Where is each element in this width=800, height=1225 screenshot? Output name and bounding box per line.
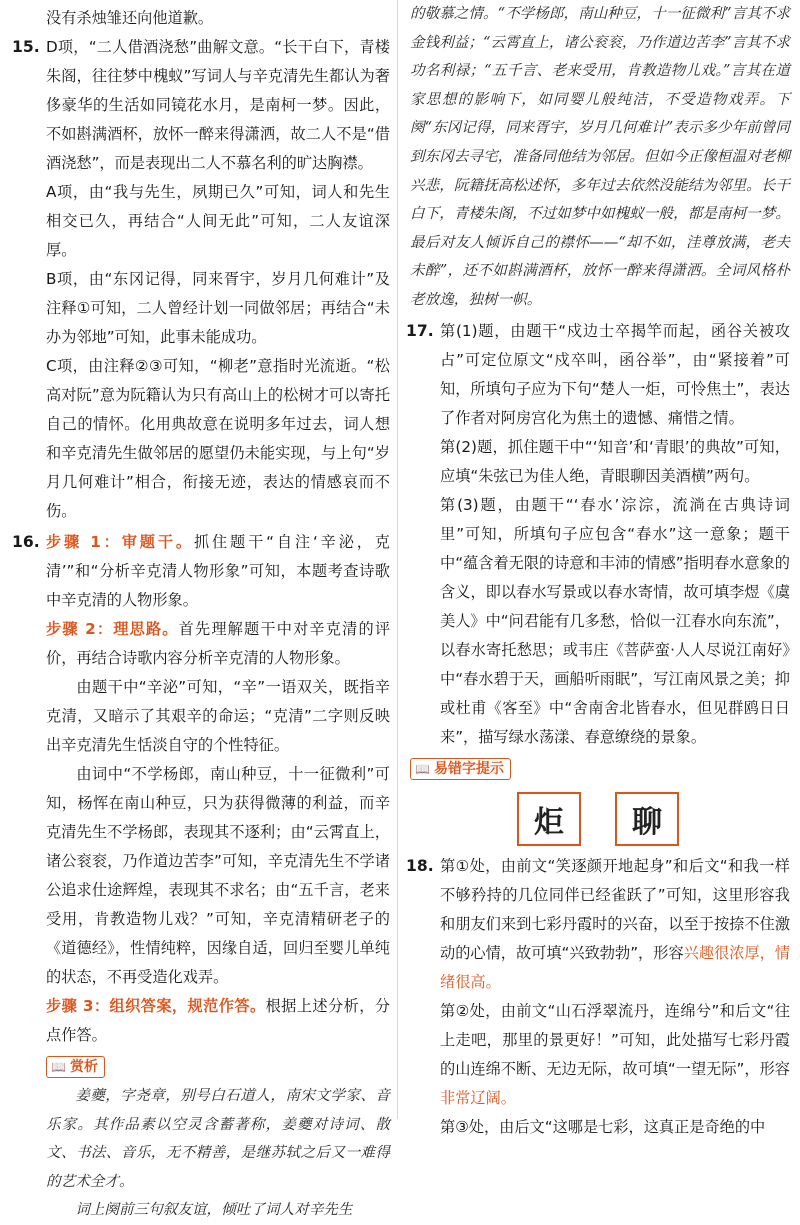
left-column xyxy=(12,0,390,1225)
q18-part-1-meaning: 兴趣很浓厚，情绪很高。 xyxy=(440,943,791,991)
typo-char-box: 炬 xyxy=(517,792,581,846)
q18-part-1 xyxy=(440,852,790,997)
right-column xyxy=(406,0,790,1142)
appreciation-text-2: 词上阕前三句叙友谊，倾吐了词人对辛先生 xyxy=(75,1201,353,1219)
typo-characters xyxy=(406,792,790,846)
question-number: 18. xyxy=(406,856,434,875)
question-15 xyxy=(12,33,390,526)
q16-step-1 xyxy=(46,528,390,615)
q15-option-a: A项，由“我与先生，夙期已久”可知，词人和先生相交已久，再结合“人间无此”可知，二人友谊深厚。 xyxy=(46,183,390,259)
question-16 xyxy=(12,528,390,1225)
question-number: 15. xyxy=(12,38,40,56)
book-icon: 📖 xyxy=(51,1060,66,1074)
typo-char-box: 聊 xyxy=(615,792,679,846)
q18-part-1-text: 第①处，由前文“笑逐颜开地起身”和后文“和我一样不够矜持的几位同伴已经雀跃了”可知，这里形容我和朋友们来到七彩丹霞时的兴奋，以至于按捺不住激动的心情，故可填“兴致勃勃”，形容 xyxy=(440,856,790,962)
step-1-label: 步骤 1：审题干。 xyxy=(46,533,194,551)
q15-option-b: B项，由“东冈记得，同来胥宇，岁月几何难计”及注释①可知，二人曾经计划一同做邻居；再结合“未办为邻地”可知，此事未能成功。 xyxy=(46,270,390,346)
q18-part-2-meaning: 非常辽阔。 xyxy=(440,1088,516,1107)
q15-option-c: C项，由注释②③可知，“柳老”意指时光流逝。“松高对阮”意为阮籍认为只有高山上的松树才可以寄托自己的情怀。化用典故意在说明多年过去，词人想和辛克清先生做邻居的愿望仍未能实现，与上句“岁月几何难计”相合，衔接无迹，表达的情感哀而不伤。 xyxy=(46,357,390,520)
q18-part-2 xyxy=(440,997,790,1113)
q16-step-3 xyxy=(46,992,390,1050)
appreciation-tag-label: 赏析 xyxy=(69,1059,98,1075)
book-icon: 📖 xyxy=(415,761,430,776)
step-2-text: 首先理解题干中对辛克清的评价，再结合诗歌内容分析辛克清的人物形象。 xyxy=(46,620,391,667)
appreciation-continued: 的敬慕之情。“不学杨郎，南山种豆，十一征微利”言其不求金钱利益；“云霄直上，诸公衮衮，乃作道边苦李”言其不求功名利禄；“五千言、老来受用，肯教造物儿戏。”言其在道家思想的影响下，如同婴儿般纯洁，不受造物戏弄。下阕“东冈记得，同来胥宇，岁月几何难计”表示多少年前曾同到东冈去寻宅，准备同他结为邻居。但如今正像桓温对老柳兴悲，阮籍抚高松述怀，多年过去依然没能结为邻里。长干白下，青楼朱阁，不过如梦中如槐蚁一般，都是南柯一梦。最后对友人倾诉自己的襟怀——“却不如，洼尊放满，老夫未醉”，还不如斟满酒杯，放怀一醉来得潇洒。全词风格朴老放逸，独树一帜。 xyxy=(410,5,790,308)
question-17 xyxy=(406,317,790,752)
q17-part-2: 第(2)题，抓住题干中“‘知音’和‘青眼’的典故”可知，应填“朱弦已为佳人绝，青眼聊因美酒横”两句。 xyxy=(440,437,790,485)
q15-option-d: D项，“二人借酒浇愁”曲解文意。“长干白下，青楼朱阁，往往梦中槐蚁”写词人与辛克清先生都认为奢侈豪华的生活如同镜花水月，是南柯一梦。因此，不如斟满酒杯，放怀一醉来得潇洒，故二人不是“借酒浇愁”，而是表现出二人不慕名利的旷达胸襟。 xyxy=(46,38,390,172)
carryover-line: 没有杀烛雏还向他道歉。 xyxy=(46,9,214,27)
q16-analysis-1: 由题干中“辛泌”可知，“辛”一语双关，既指辛克清，又暗示了其艰辛的命运；“克清”二字则反映出辛克清先生恬淡自守的个性特征。 xyxy=(46,678,390,754)
q17-part-3: 第(3)题，由题干“‘春水’淙淙，流淌在古典诗词里”可知，所填句子应包含“春水”这一意象；题干中“蕴含着无限的诗意和丰沛的情感”指明春水意象的含义，即以春水写景或以春水寄情，故可填李煜《虞美人》中“问君能有几多愁，恰似一江春水向东流”，以春水寄托愁思；或韦庄《菩萨蛮·人人尽说江南好》中“春水碧于天，画船听雨眠”，写江南风景之美；抑或杜甫《客至》中“舍南舍北皆春水，但见群鸥日日来”，描写绿水荡漾、春意缭绕的景象。 xyxy=(440,495,790,746)
step-3-label: 步骤 3：组织答案，规范作答。 xyxy=(46,997,266,1015)
step-3-text: 根据上述分析，分点作答。 xyxy=(46,997,391,1044)
q16-step-2 xyxy=(46,615,390,673)
appreciation-text-1: 姜夔，字尧章，别号白石道人，南宋文学家、音乐家。其作品素以空灵含蓄著称，姜夔对诗词、散文、书法、音乐，无不精善，是继苏轼之后又一难得的艺术全才。 xyxy=(46,1087,390,1190)
question-number: 16. xyxy=(12,533,40,551)
appreciation-tag xyxy=(46,1056,105,1078)
step-2-label: 步骤 2：理思路。 xyxy=(46,620,179,638)
typo-tip-tag xyxy=(410,758,511,780)
step-1-text: 抓住题干“自注‘辛泌，克清’”和“分析辛克清人物形象”可知，本题考查诗歌中辛克清的人物形象。 xyxy=(46,533,390,609)
question-number: 17. xyxy=(406,321,434,340)
q17-part-1: 第(1)题，由题干“戍边士卒揭竿而起，函谷关被攻占”可定位原文“戍卒叫，函谷举”，由“紧接着”可知，所填句子应为下句“楚人一炬，可怜焦土”，表达了作者对阿房宫化为焦土的遗憾、痛惜之情。 xyxy=(440,321,790,427)
typo-tip-label: 易错字提示 xyxy=(433,760,504,777)
q18-part-3: 第③处，由后文“这哪是七彩，这真正是奇绝的中 xyxy=(440,1117,766,1136)
column-divider xyxy=(397,0,398,1119)
q18-part-2-text: 第②处，由前文“山石浮翠流丹，连绵兮”和后文“往上走吧，那里的景更好！”可知，此处描写七彩丹霞的山连绵不断、无边无际，故可填“一望无际”，形容 xyxy=(440,1001,790,1078)
q16-analysis-2: 由词中“不学杨郎，南山种豆，十一征微利”可知，杨恽在南山种豆，只为获得微薄的利益，而辛克清先生不学杨郎，表现其不逐利；由“云霄直上，诸公衮衮，乃作道边苦李”可知，辛克清先生不学诸公追求仕途辉煌，表现其不求名；由“五千言，老来受用，肯教造物儿戏？”可知，辛克清精研老子的《道德经》，性情纯粹，因缘自适，回归至婴儿单纯的状态，不再受造化戏弄。 xyxy=(46,765,390,986)
question-18 xyxy=(406,852,790,1142)
